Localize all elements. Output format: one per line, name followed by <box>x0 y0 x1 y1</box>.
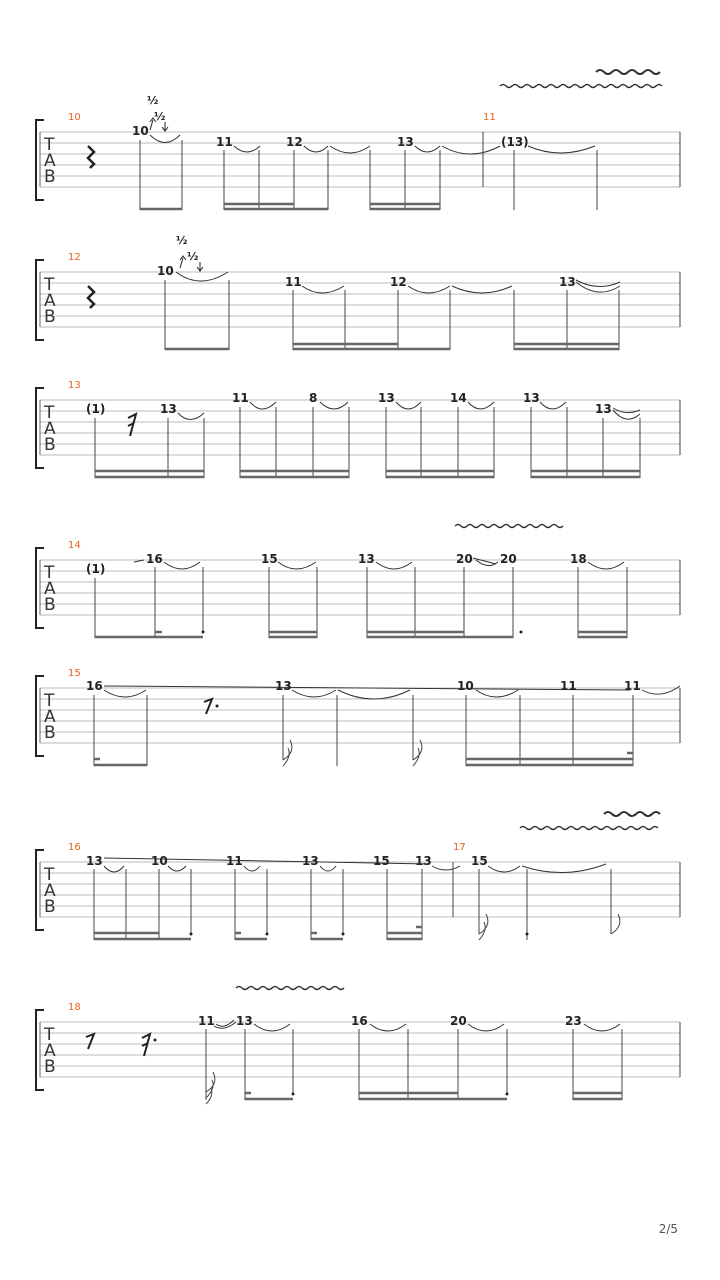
fret-number: 16 <box>146 552 163 566</box>
system-3 <box>36 380 680 478</box>
staff-lines <box>40 272 680 327</box>
system-4 <box>36 525 680 639</box>
beams <box>94 753 633 765</box>
staff-lines <box>40 688 680 743</box>
bend-label: ½ <box>147 94 159 107</box>
fret-number: 10 <box>157 264 174 278</box>
fret-number: 13 <box>236 1014 253 1028</box>
fret-number: 20 <box>450 1014 467 1028</box>
tab-clef-b: B <box>44 723 56 743</box>
fret-number: 13 <box>160 402 177 416</box>
vibrato-mark <box>500 85 662 88</box>
flag <box>283 740 292 766</box>
bar-number: 15 <box>68 668 81 679</box>
dot <box>202 631 205 634</box>
dot <box>292 1093 295 1096</box>
tab-clef-a: A <box>44 291 56 311</box>
staff-lines <box>40 400 680 455</box>
stems <box>140 140 597 210</box>
beams <box>140 204 440 209</box>
dot <box>154 1039 157 1042</box>
system-5 <box>36 668 680 766</box>
fret-number: 13 <box>523 391 540 405</box>
tab-clef-b: B <box>44 167 56 187</box>
sixteenth-rest <box>142 1034 150 1056</box>
fret-number: 12 <box>286 135 303 149</box>
bar-number: 11 <box>483 112 496 123</box>
release-label: ½ <box>154 110 166 123</box>
fret-number: 16 <box>351 1014 368 1028</box>
fret-number: (1) <box>86 402 106 416</box>
fret-number: 13 <box>595 402 612 416</box>
dot <box>506 1093 509 1096</box>
ties <box>104 864 606 873</box>
fret-number: 18 <box>570 552 587 566</box>
fret-number: 11 <box>624 679 641 693</box>
dot <box>190 933 193 936</box>
tab-clef-t: T <box>44 403 55 423</box>
eighth-rest <box>204 699 212 714</box>
page-number: 2/5 <box>658 1222 678 1236</box>
fret-number: 12 <box>390 275 407 289</box>
fret-number: 13 <box>86 854 103 868</box>
tab-clef-a: A <box>44 579 56 599</box>
tab-clef-b: B <box>44 897 56 917</box>
tab-clef-b: B <box>44 595 56 615</box>
bar-number: 13 <box>68 380 81 391</box>
fret-number: 13 <box>378 391 395 405</box>
bar-number: 18 <box>68 1002 81 1013</box>
fret-number: 15 <box>261 552 278 566</box>
fret-number: 20 <box>500 552 517 566</box>
fret-number: 8 <box>309 391 318 405</box>
tab-clef-a: A <box>44 419 56 439</box>
tab-clef-a: A <box>44 707 56 727</box>
release-arrow <box>162 122 168 131</box>
bar-number: 16 <box>68 842 81 853</box>
fret-number: 10 <box>132 124 149 138</box>
beams <box>165 344 619 349</box>
tab-clef-b: B <box>44 1057 56 1077</box>
beams <box>95 471 640 477</box>
bend-arrow <box>180 256 186 268</box>
release-arrow <box>197 262 203 271</box>
fret-number: (1) <box>86 562 106 576</box>
dot <box>526 933 529 936</box>
stems <box>95 407 640 478</box>
fret-number: 16 <box>86 679 103 693</box>
stems <box>94 695 633 766</box>
system-7 <box>36 987 680 1105</box>
system-6 <box>36 812 680 940</box>
fret-number: 11 <box>232 391 249 405</box>
beams <box>94 927 422 939</box>
stems <box>206 1029 622 1100</box>
fret-number: 11 <box>198 1014 215 1028</box>
dot <box>216 705 219 708</box>
stems <box>95 567 627 638</box>
fret-number: 20 <box>456 552 473 566</box>
fret-number: 11 <box>226 854 243 868</box>
fret-number: 15 <box>373 854 390 868</box>
tab-clef-t: T <box>44 1025 55 1045</box>
fret-number: 13 <box>358 552 375 566</box>
fret-number: 11 <box>285 275 302 289</box>
tab-clef-a: A <box>44 881 56 901</box>
vibrato-mark <box>236 987 344 990</box>
beams <box>245 1093 622 1099</box>
wide-vibrato-mark <box>604 812 660 816</box>
tab-clef-a: A <box>44 1041 56 1061</box>
bend-label: ½ <box>176 234 188 247</box>
fret-number: 10 <box>457 679 474 693</box>
tab-clef-t: T <box>44 135 55 155</box>
fret-number: 13 <box>415 854 432 868</box>
staff-lines <box>40 1022 680 1077</box>
fret-number: 23 <box>565 1014 582 1028</box>
system-1 <box>36 70 680 210</box>
flag <box>479 914 488 940</box>
fret-number: 11 <box>560 679 577 693</box>
tab-clef-t: T <box>44 691 55 711</box>
release-label: ½ <box>187 250 199 263</box>
fret-number: 15 <box>471 854 488 868</box>
fret-number: 10 <box>151 854 168 868</box>
eighth-rest <box>86 1034 94 1049</box>
bar-number: 14 <box>68 540 81 551</box>
dot <box>342 933 345 936</box>
flag <box>413 740 422 766</box>
bar-number: 12 <box>68 252 81 263</box>
bar-number: 10 <box>68 112 81 123</box>
tab-clef-t: T <box>44 865 55 885</box>
tab-clef-b: B <box>44 435 56 455</box>
fret-number: 13 <box>275 679 292 693</box>
fret-number: (13) <box>501 135 529 149</box>
tab-clef-t: T <box>44 275 55 295</box>
fret-number: 11 <box>216 135 233 149</box>
fret-number: 13 <box>302 854 319 868</box>
vibrato-mark <box>455 525 563 528</box>
fret-number: 14 <box>450 391 467 405</box>
stems <box>94 869 611 940</box>
tab-clef-t: T <box>44 563 55 583</box>
tab-clef-b: B <box>44 307 56 327</box>
staff-lines <box>40 132 680 187</box>
vibrato-mark <box>520 827 658 830</box>
staff-lines <box>40 560 680 615</box>
tab-clef-a: A <box>44 151 56 171</box>
dot <box>266 933 269 936</box>
bar-number: 17 <box>453 842 466 853</box>
stems <box>165 280 619 350</box>
fret-number: 13 <box>397 135 414 149</box>
beams <box>95 632 627 637</box>
fret-number: 13 <box>559 275 576 289</box>
system-2 <box>36 234 680 350</box>
dot <box>520 631 523 634</box>
wide-vibrato-mark <box>596 70 660 74</box>
